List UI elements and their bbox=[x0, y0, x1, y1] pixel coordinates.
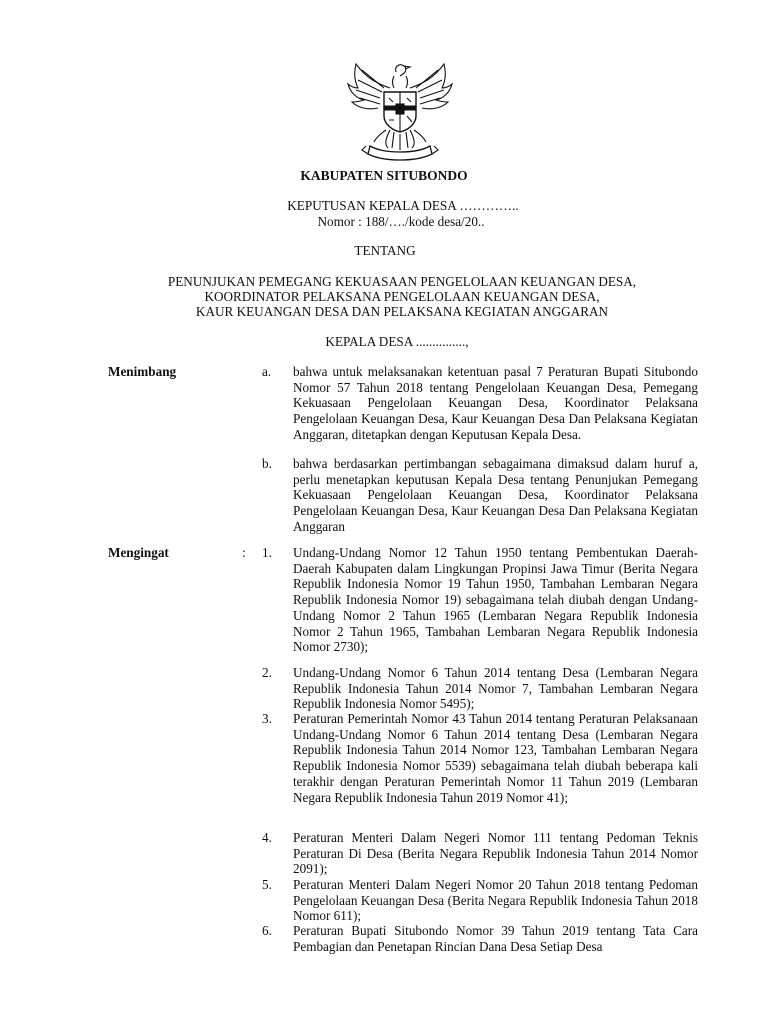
mengingat-item-2: Undang-Undang Nomor 6 Tahun 2014 tentang Desa (Lembaran Negara Republik Indonesia Tahun 2014 Nomor 7, Tambahan Lembaran Negara Republik Indonesia Nomor 5495); bbox=[293, 665, 698, 712]
subject-line-1: PENUNJUKAN PEMEGANG KEKUASAAN PENGELOLAAN KEUANGAN DESA, bbox=[167, 274, 637, 289]
menimbang-marker-b: b. bbox=[262, 456, 272, 471]
menimbang-label: Menimbang bbox=[108, 364, 177, 379]
mengingat-item-4: Peraturan Menteri Dalam Negeri Nomor 111 tentang Pedoman Teknis Peraturan Di Desa (Berita Negara Republik Indonesia Tahun 2014 Nomor 2091); bbox=[293, 830, 698, 877]
decree-title: KEPUTUSAN KEPALA DESA ………….. bbox=[287, 198, 519, 213]
mengingat-marker-6: 6. bbox=[262, 923, 272, 938]
issuer-title: KEPALA DESA ..............., bbox=[325, 334, 469, 349]
mengingat-item-1: Undang-Undang Nomor 12 Tahun 1950 tentang Pembentukan Daerah-Daerah Kabupaten dalam Lingkungan Propinsi Jawa Timur (Berita Negara Republik Indonesia Nomor 19 Tahun 1950, Tambahan Lembaran Negara Republik Indonesia Nomor 19) sebagaimana telah diubah dengan Undang-Undang Nomor 2 Tahun 1965 (Lembaran Negara Republik Indonesia Nomor 2 Tahun 1965, Tambahan Lembaran Negara Republik Indonesia Nomor 2730); bbox=[293, 545, 698, 655]
mengingat-item-6: Peraturan Bupati Situbondo Nomor 39 Tahun 2019 tentang Tata Cara Pembagian dan Penetapan Rincian Dana Desa Setiap Desa bbox=[293, 923, 698, 954]
mengingat-marker-3: 3. bbox=[262, 711, 272, 726]
menimbang-item-a: bahwa untuk melaksanakan ketentuan pasal 7 Peraturan Bupati Situbondo Nomor 57 Tahun 2018 tentang Pengelolaan Keuangan Desa, Pemegang Kekuasaan Pengelolaan Keuangan Desa, Koordinator Pelaksana Pengelolaan Keuangan Desa, Kaur Keuangan Desa Dan Pelaksana Kegiatan Anggaran, ditetapkan dengan Keputusan Kepala Desa. bbox=[293, 364, 698, 442]
mengingat-item-3: Peraturan Pemerintah Nomor 43 Tahun 2014 tentang Peraturan Pelaksanaan Undang-Undang Nomor 6 Tahun 2014 tentang Desa (Lembaran Negara Republik Indonesia Tahun 2014 Nomor 123, Tambahan Lembaran Negara Republik Indonesia Nomor 5539) sebagaimana telah diubah beberapa kali terakhir dengan Peraturan Pemerintah Nomor 11 Tahun 2019 (Lembaran Negara Republik Indonesia Tahun 2019 Nomor 41); bbox=[293, 711, 698, 805]
garuda-emblem-icon bbox=[344, 58, 456, 164]
subject-line-3: KAUR KEUANGAN DESA DAN PELAKSANA KEGIATAN ANGGARAN bbox=[195, 304, 609, 319]
mengingat-marker-2: 2. bbox=[262, 665, 272, 680]
mengingat-label: Mengingat bbox=[108, 545, 169, 560]
regency-title: KABUPATEN SITUBONDO bbox=[300, 168, 468, 183]
subject-line-2: KOORDINATOR PELAKSANA PENGELOLAAN KEUANGAN DESA, bbox=[204, 289, 600, 304]
mengingat-marker-5: 5. bbox=[262, 877, 272, 892]
about-heading: TENTANG bbox=[354, 243, 416, 258]
menimbang-marker-a: a. bbox=[262, 364, 272, 379]
mengingat-marker-4: 4. bbox=[262, 830, 272, 845]
mengingat-colon: : bbox=[242, 545, 246, 560]
decree-number: Nomor : 188/…./kode desa/20.. bbox=[317, 214, 485, 229]
menimbang-item-b: bahwa berdasarkan pertimbangan sebagaimana dimaksud dalam huruf a, perlu menetapkan keputusan Kepala Desa tentang Penunjukan Pemegang Kekuasaan Pengelolaan Keuangan Desa, Koordinator Pelaksana Pengelolaan Keuangan Desa, Kaur Keuangan Desa Dan Pelaksana Kegiatan Anggaran bbox=[293, 456, 698, 534]
mengingat-marker-1: 1. bbox=[262, 545, 272, 560]
mengingat-item-5: Peraturan Menteri Dalam Negeri Nomor 20 Tahun 2018 tentang Pedoman Pengelolaan Keuangan Desa (Berita Negara Republik Indonesia Tahun 2018 Nomor 611); bbox=[293, 877, 698, 924]
